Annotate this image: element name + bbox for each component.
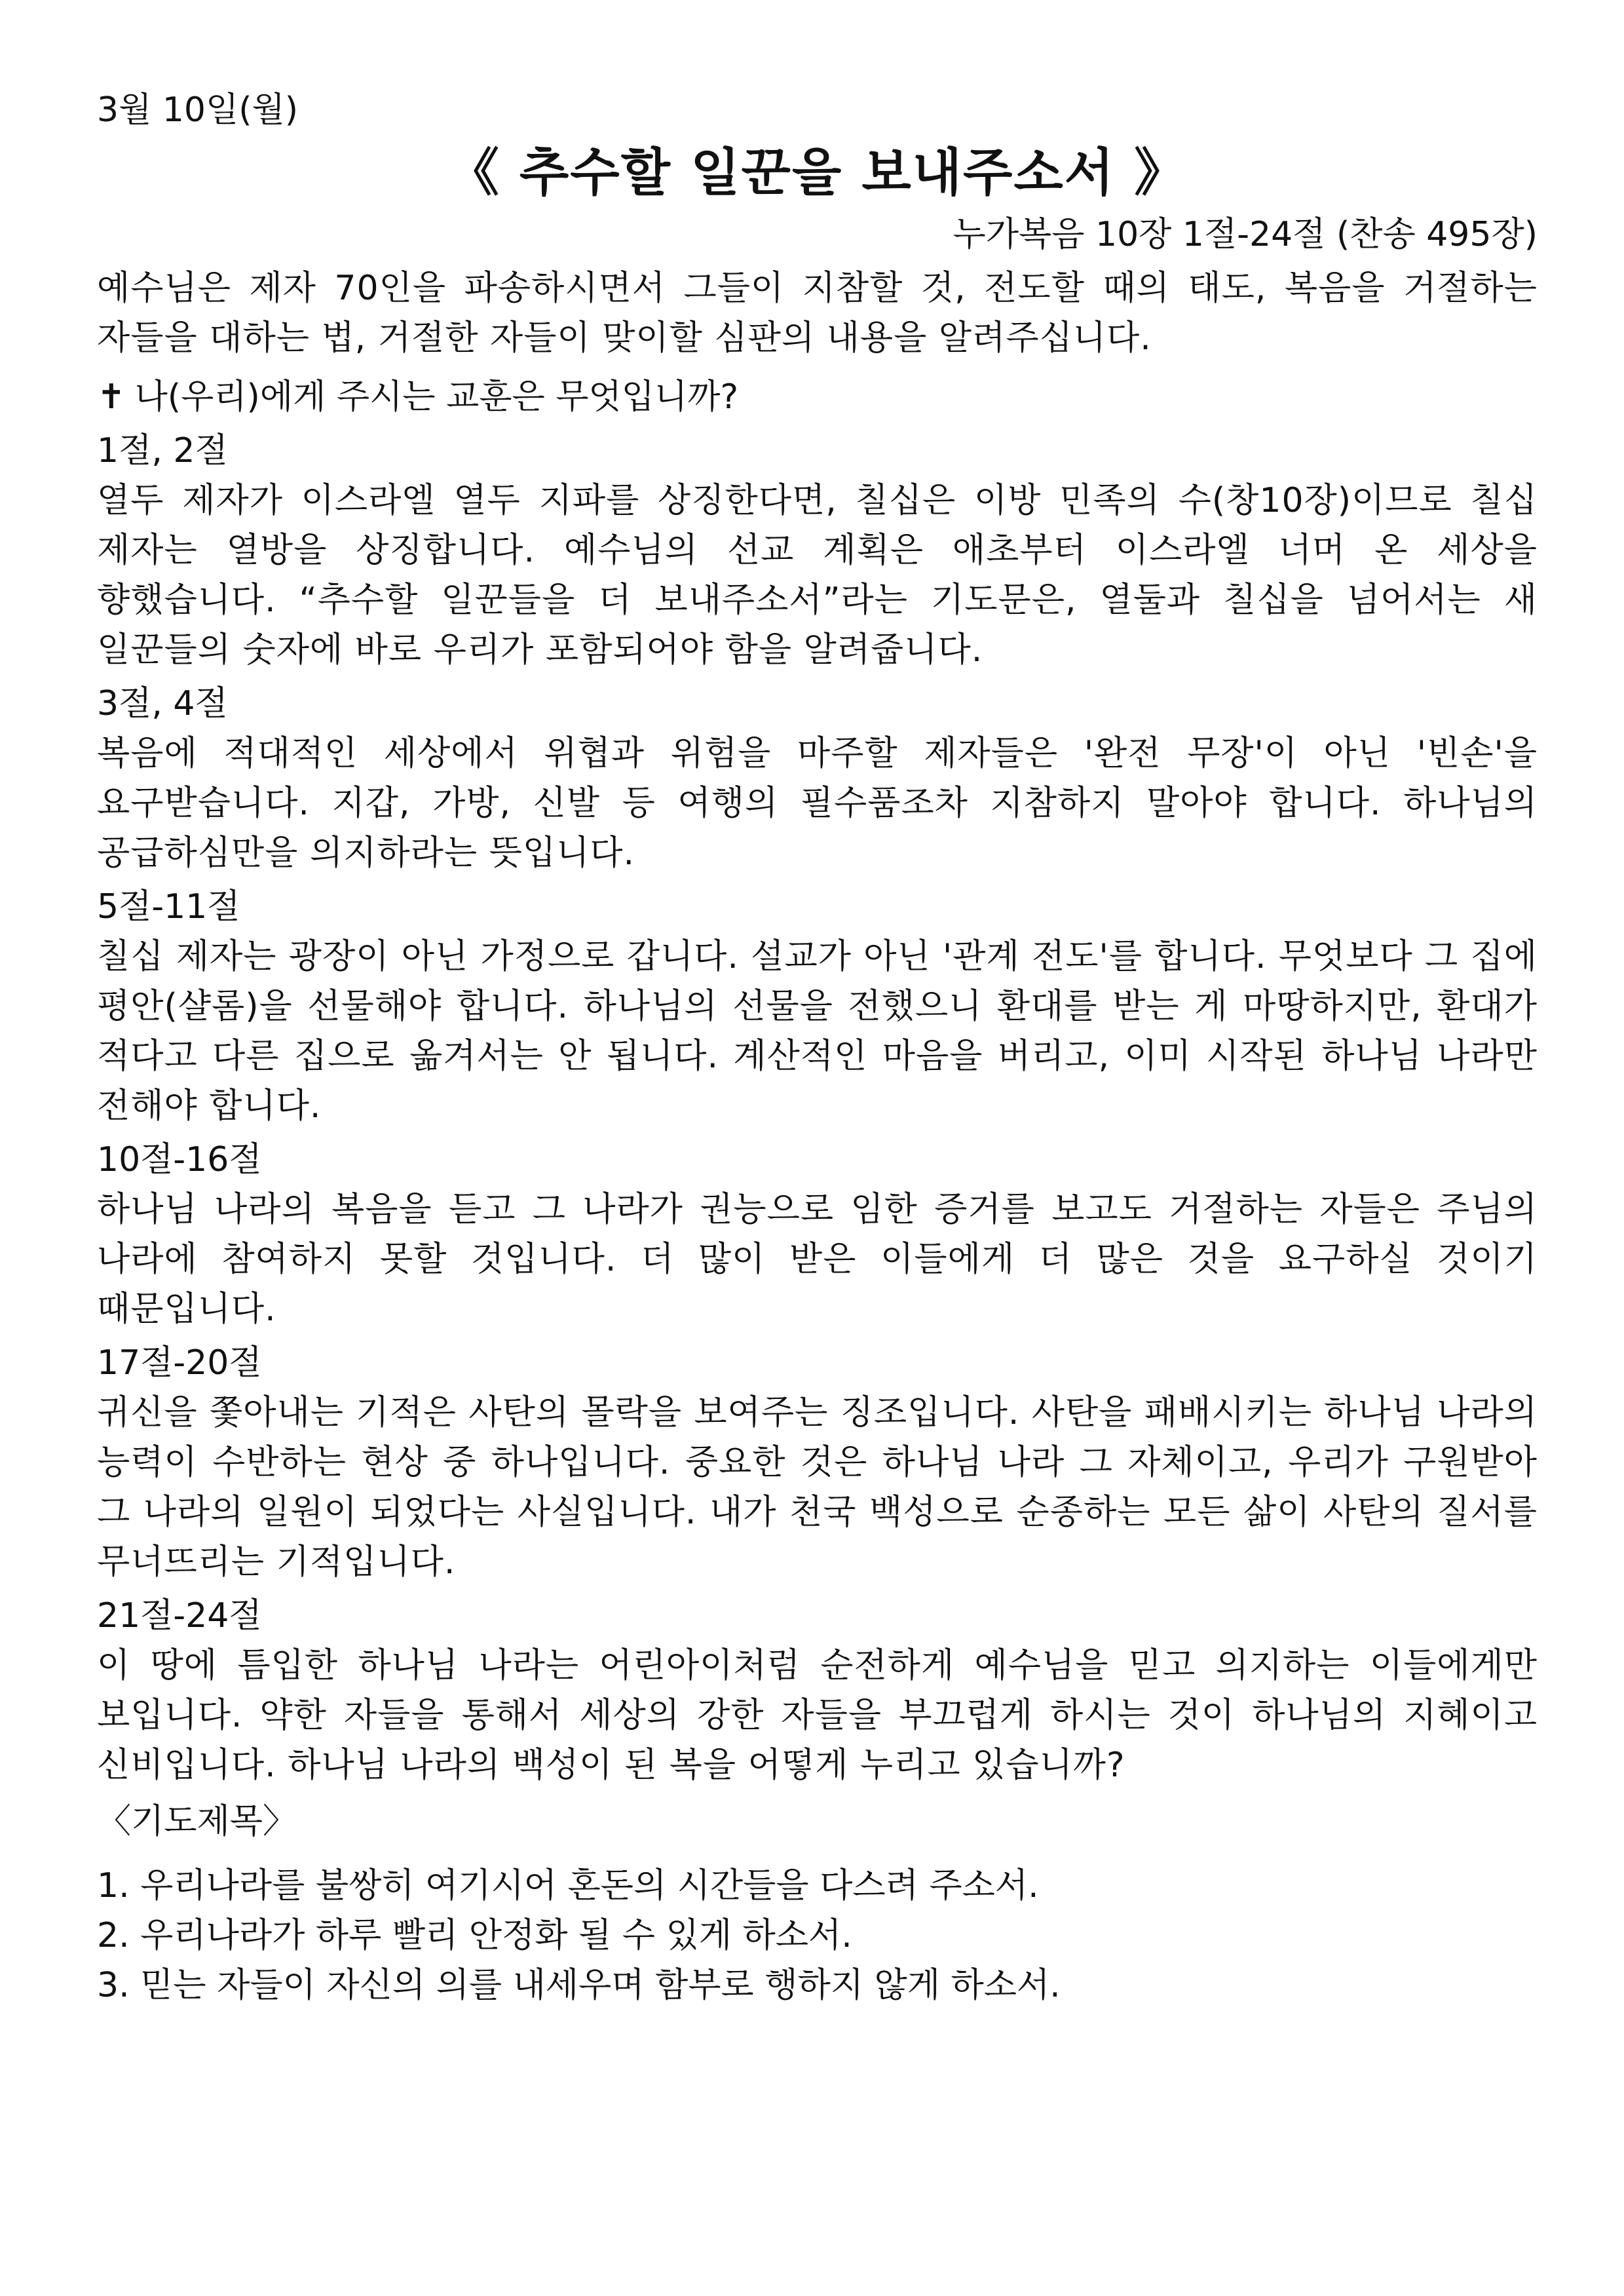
section-verse: 3절, 4절: [97, 684, 228, 723]
section-5: [97, 1338, 1538, 1587]
prayer-item: 2. 우리나라가 하루 빨리 안정화 될 수 있게 하소서.: [97, 1916, 852, 1955]
lesson-question-text: 나(우리)에게 주시는 교훈은 무엇입니까?: [134, 377, 739, 417]
prayer-item: 3. 믿는 자들이 자신의 의를 내세우며 함부로 행하지 않게 하소서.: [97, 1966, 1061, 2005]
section-4: [97, 1135, 1538, 1334]
section-text: 이 땅에 틈입한 하나님 나라는 어린아이처럼 순전하게 예수님을 믿고 의지하는 이들에게만 보입니다. 약한 자들을 통해서 세상의 강한 자들을 부끄럽게 하시는 것이 하나님의 지혜이고 신비입니다. 하나님 나라의 백성이 된 복을 어떻게 누리고 있습니까?: [97, 1646, 1538, 1785]
cross-icon: ✝: [97, 377, 126, 417]
section-text: 칠십 제자는 광장이 아닌 가정으로 갑니다. 설교가 아닌 '관계 전도'를 합니다. 무엇보다 그 집에 평안(샬롬)을 선물해야 합니다. 하나님의 선물을 전했으니 환대를 받는 게 마땅하지만, 환대가 적다고 다른 집으로 옮겨서는 안 됩니다. 계산적인 마음을 버리고, 이미 시작된 하나님 나라만 전해야 합니다.: [97, 937, 1538, 1126]
page-title: 《 추수할 일꾼을 보내주소서 》: [447, 144, 1187, 202]
prayer-item: 1. 우리나라를 불쌍히 여기시어 혼돈의 시간들을 다스려 주소서.: [97, 1866, 1039, 1905]
section-text: 열두 제자가 이스라엘 열두 지파를 상징한다면, 칠십은 이방 민족의 수(창10장)이므로 칠십 제자는 열방을 상징합니다. 예수님의 선교 계획은 애초부터 이스라엘 너머 온 세상을 향했습니다. “추수할 일꾼들을 더 보내주소서”라는 기도문은, 열둘과 칠십을 넘어서는 새 일꾼들의 숫자에 바로 우리가 포함되어야 함을 알려줍니다.: [97, 481, 1538, 670]
prayer-list: [97, 1861, 1538, 2010]
section-text: 귀신을 쫓아내는 기적은 사탄의 몰락을 보여주는 징조입니다. 사탄을 패배시키는 하나님 나라의 능력이 수반하는 현상 중 하나입니다. 중요한 것은 하나님 나라 그 자체이고, 우리가 구원받아 그 나라의 일원이 되었다는 사실입니다. 내가 천국 백성으로 순종하는 모든 삶이 사탄의 질서를 무너뜨리는 기적입니다.: [97, 1393, 1538, 1582]
section-3: [97, 882, 1538, 1131]
section-verse: 10절-16절: [97, 1140, 262, 1179]
date-line: 3월 10일(월): [97, 90, 299, 130]
intro-paragraph: 예수님은 제자 70인을 파송하시면서 그들이 지참할 것, 전도할 때의 태도, 복음을 거절하는 자들을 대하는 법, 거절한 자들이 맞이할 심판의 내용을 알려주십니다.: [97, 269, 1538, 358]
section-text: 복음에 적대적인 세상에서 위협과 위험을 마주할 제자들은 '완전 무장'이 아닌 '빈손'을 요구받습니다. 지갑, 가방, 신발 등 여행의 필수품조차 지참하지 말아야 합니다. 하나님의 공급하심만을 의지하라는 뜻입니다.: [97, 734, 1538, 873]
section-6: [97, 1591, 1538, 1790]
section-verse: 17절-20절: [97, 1343, 262, 1383]
section-verse: 1절, 2절: [97, 431, 228, 470]
section-text: 하나님 나라의 복음을 듣고 그 나라가 권능으로 임한 증거를 보고도 거절하는 자들은 주님의 나라에 참여하지 못할 것입니다. 더 많이 받은 이들에게 더 많은 것을 요구하실 것이기 때문입니다.: [97, 1190, 1538, 1329]
prayer-heading: 〈기도제목〉: [97, 1802, 297, 1841]
lesson-question: [97, 372, 1538, 422]
section-verse: 21절-24절: [97, 1596, 262, 1636]
section-1: [97, 426, 1538, 675]
section-2: [97, 679, 1538, 878]
scripture-reference: 누가복음 10장 1절-24절 (찬송 495장): [953, 215, 1538, 254]
section-verse: 5절-11절: [97, 887, 240, 927]
